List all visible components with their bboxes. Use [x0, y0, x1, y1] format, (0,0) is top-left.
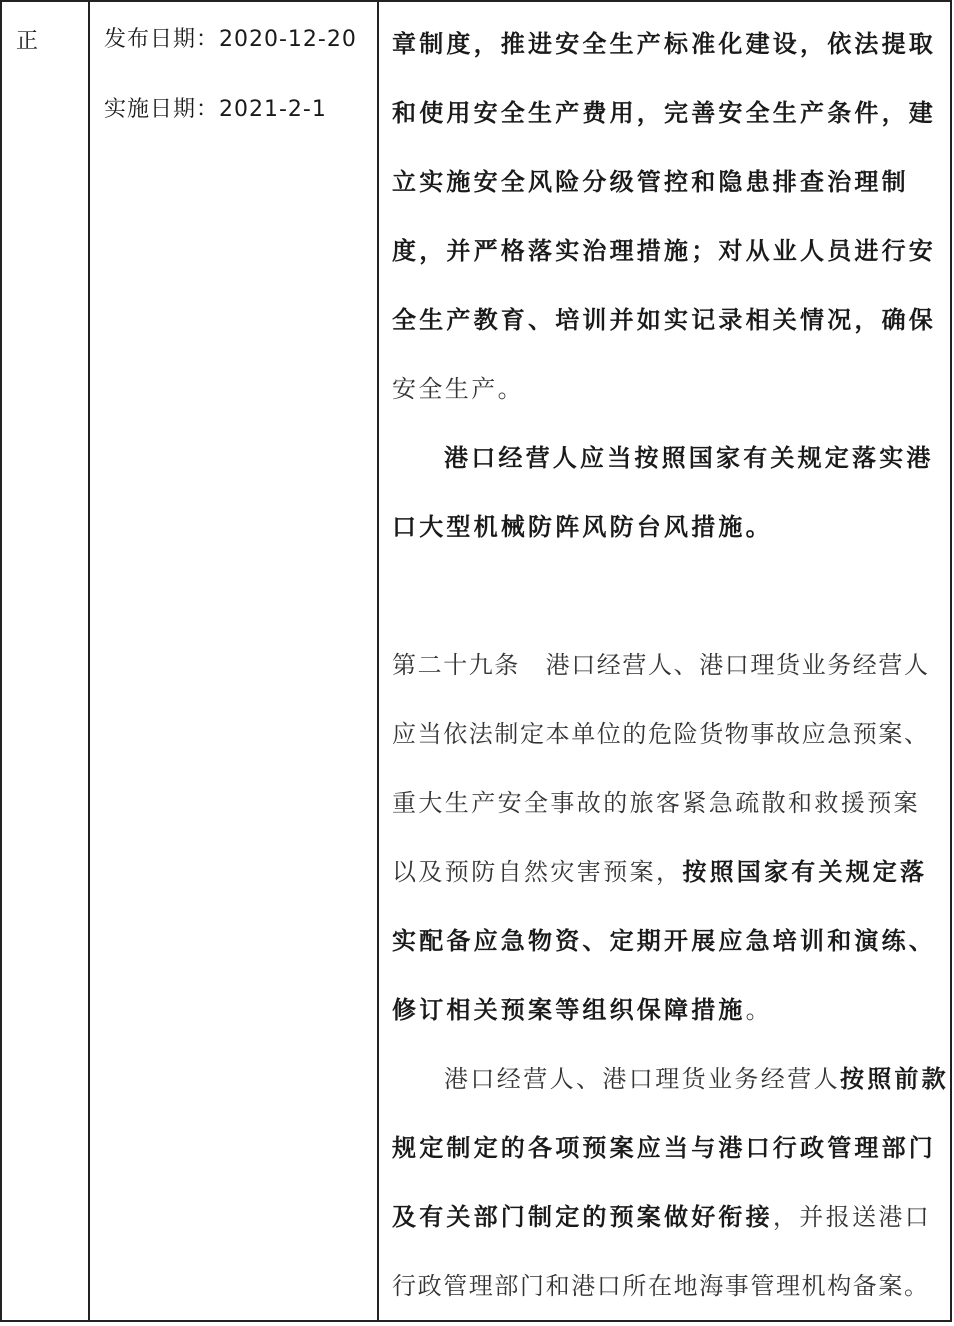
text-line: [392, 907, 940, 976]
text-span: 港口经营人、港口理货业务经营人: [444, 1065, 840, 1093]
bold-text-span: 按照前款: [840, 1065, 949, 1093]
text-line: [392, 976, 940, 1045]
text-span: ，并报送港口: [772, 1203, 932, 1231]
text-line: [392, 1183, 940, 1252]
text-line: [392, 838, 940, 907]
table-border-left: [0, 0, 2, 1322]
text-line: [392, 562, 940, 631]
text-line: [392, 217, 940, 286]
text-span: 第二十九条 港口经营人、港口理货业务经营人: [392, 651, 930, 679]
bold-text-span: 度，并严格落实治理措施；对从业人员进行安: [392, 237, 936, 265]
text-line: [392, 769, 940, 838]
bold-text-span: 按照国家有关规定落: [682, 858, 928, 886]
bold-text-span: 立实施安全风险分级管控和隐患排查治理制: [392, 168, 909, 196]
text-line: [392, 631, 940, 700]
bold-text-span: 实配备应急物资、定期开展应急培训和演练、: [392, 927, 936, 955]
bold-text-span: 全生产教育、培训并如实记录相关情况，确保: [392, 306, 936, 334]
table-border-right: [950, 0, 952, 1322]
table-divider-2: [377, 0, 379, 1322]
bold-text-span: 口大型机械防阵风防台风措施。: [392, 513, 773, 541]
bold-text-span: 章制度，推进安全生产标准化建设，依法提取: [392, 30, 936, 58]
text-line: [392, 1252, 940, 1321]
table-divider-1: [88, 0, 90, 1322]
text-span: 行政管理部门和港口所在地海事管理机构备案。: [392, 1272, 930, 1300]
text-line: [392, 700, 940, 769]
text-line: [392, 424, 954, 493]
text-line: [392, 10, 940, 79]
row-marker: 正: [16, 29, 39, 54]
text-span: 。: [745, 996, 773, 1024]
text-span: 应当依法制定本单位的危险货物事故应急预案、: [392, 720, 930, 748]
bold-text-span: 港口经营人应当按照国家有关规定落实港: [444, 444, 934, 472]
text-line: [392, 1114, 940, 1183]
effective-date: 实施日期：2021-2-1: [104, 97, 327, 122]
bold-text-span: 及有关部门制定的预案做好衔接: [392, 1203, 773, 1231]
bold-text-span: 规定制定的各项预案应当与港口行政管理部门: [392, 1134, 936, 1162]
date-column: [104, 20, 374, 160]
table-border-top: [0, 0, 952, 2]
text-span: 以及预防自然灾害预案，: [392, 858, 683, 886]
text-line: [392, 79, 940, 148]
text-line: [392, 493, 940, 562]
text-line: [392, 148, 940, 217]
text-line: [392, 1045, 954, 1114]
text-span: 安全生产。: [392, 375, 524, 403]
publish-date: 发布日期：2020-12-20: [104, 27, 357, 52]
text-line: [392, 355, 940, 424]
text-span: 重大生产安全事故的旅客紧急疏散和救援预案: [392, 789, 920, 817]
bold-text-span: 和使用安全生产费用，完善安全生产条件，建: [392, 99, 936, 127]
bold-text-span: 修订相关预案等组织保障措施: [392, 996, 746, 1024]
text-line: [392, 286, 940, 355]
